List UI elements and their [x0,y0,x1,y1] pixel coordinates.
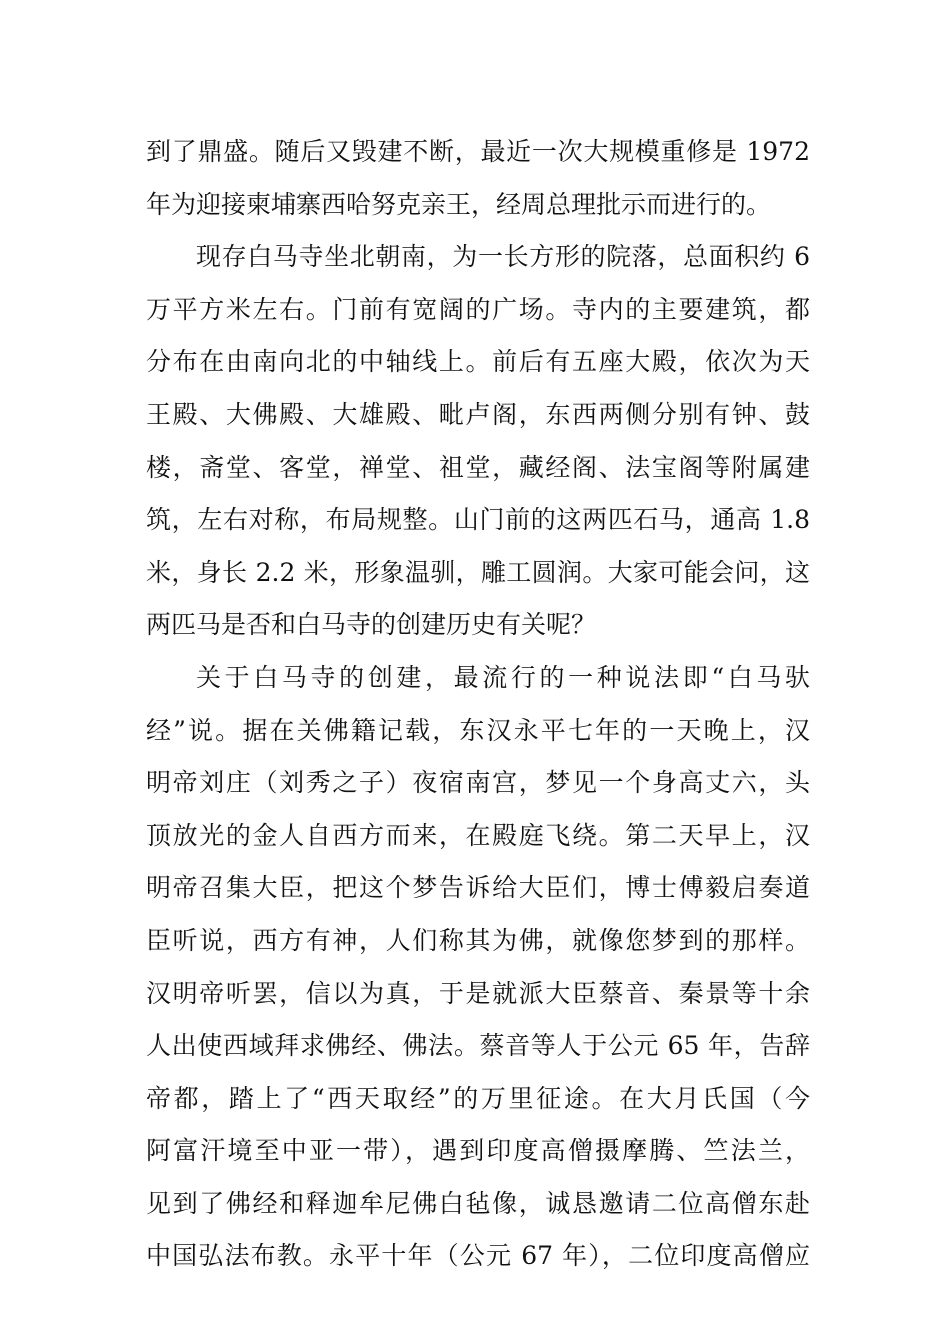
text-line: 人出使西域拜求佛经、佛法。蔡音等人于公元 65 年，告辞 [146,1031,810,1061]
text-line: 臣听说，西方有神，人们称其为佛，就像您梦到的那样。 [146,925,810,955]
text-line: 顶放光的金人自西方而来，在殿庭飞绕。第二天早上，汉 [146,820,810,850]
text-line: 帝都，踏上了“西天取经”的万里征途。在大月氏国（今 [146,1083,810,1113]
text-line: 明帝召集大臣，把这个梦告诉给大臣们，博士傅毅启奏道 [146,873,810,903]
text-line: 两匹马是否和白马寺的创建历史有关呢？ [146,610,597,640]
text-line: 明帝刘庄（刘秀之子）夜宿南宫，梦见一个身高丈六，头 [146,768,810,798]
text-line: 到了鼎盛。随后又毁建不断，最近一次大规模重修是 1972 [146,137,810,166]
text-line: 年为迎接柬埔寨西哈努克亲王，经周总理批示而进行的。 [146,189,772,219]
text-line: 经”说。据在关佛籍记载，东汉永平七年的一天晚上，汉 [146,715,810,745]
text-line: 现存白马寺坐北朝南，为一长方形的院落，总面积约 6 [196,242,810,272]
text-line: 万平方米左右。门前有宽阔的广场。寺内的主要建筑，都 [146,294,810,324]
text-line: 楼，斋堂、客堂，禅堂、祖堂，藏经阁、法宝阁等附属建 [146,452,810,482]
text-line: 分布在由南向北的中轴线上。前后有五座大殿，依次为天 [146,347,810,377]
text-line: 米，身长 2.2 米，形象温驯，雕工圆润。大家可能会问，这 [146,557,810,587]
text-line: 王殿、大佛殿、大雄殿、毗卢阁，东西两侧分别有钟、鼓 [146,399,810,429]
text-line: 汉明帝听罢，信以为真，于是就派大臣蔡音、秦景等十余 [146,978,810,1008]
text-line: 见到了佛经和释迦牟尼佛白毡像，诚恳邀请二位高僧东赴 [146,1188,810,1218]
text-line: 中国弘法布教。永平十年（公元 67 年），二位印度高僧应 [146,1241,810,1271]
text-line: 关于白马寺的创建，最流行的一种说法即“白马驮 [196,662,810,692]
text-line: 阿富汗境至中亚一带），遇到印度高僧摄摩腾、竺法兰， [146,1136,810,1166]
body-text [146,126,810,1283]
text-line: 筑，左右对称，布局规整。山门前的这两匹石马，通高 1.8 [146,505,810,535]
